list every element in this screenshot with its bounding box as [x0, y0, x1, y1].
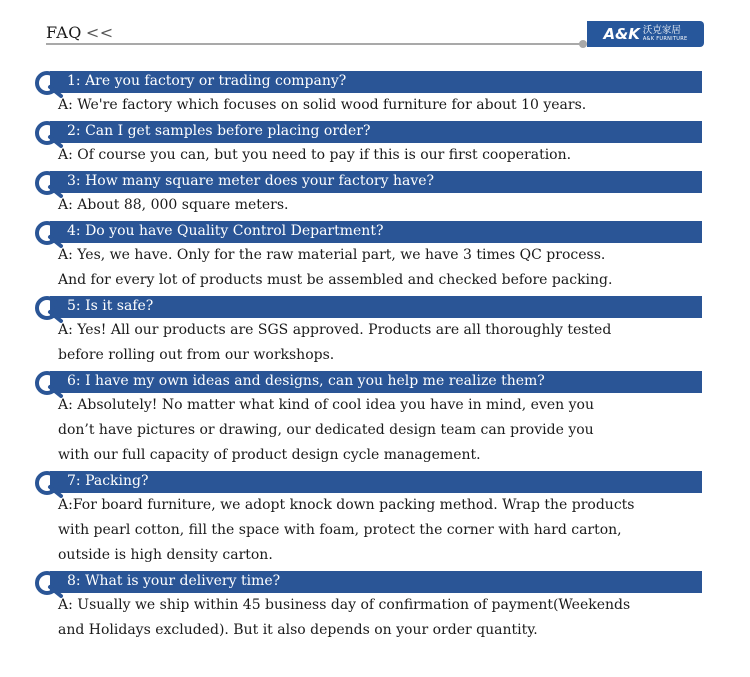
faq-question: [34, 221, 702, 243]
q-letter-icon: [34, 119, 64, 149]
question-text: 6: I have my own ideas and designs, can you help me realize them?: [67, 373, 545, 389]
answer-line: don’t have pictures or drawing, our dedicated design team can provide you: [58, 422, 594, 438]
answer-line: with our full capacity of product design cycle management.: [58, 447, 481, 463]
q-letter-icon: [34, 69, 64, 99]
page-title: [46, 23, 114, 42]
answer-line: A: About 88, 000 square meters.: [58, 197, 289, 213]
answer-line: and Holidays excluded). But it also depends on your order quantity.: [58, 622, 538, 638]
answer-line: And for every lot of products must be assembled and checked before packing.: [58, 272, 613, 288]
q-letter-icon: [34, 469, 64, 499]
faq-answer: [34, 493, 702, 568]
answer-line: with pearl cotton, fill the space with foam, protect the corner with hard carton,: [58, 522, 622, 538]
question-text: 5: Is it safe?: [67, 298, 154, 314]
faq-question: [34, 171, 702, 193]
question-text: 7: Packing?: [67, 473, 149, 489]
faq-title-text: FAQ: [46, 23, 82, 42]
answer-line: outside is high density carton.: [58, 547, 273, 563]
question-text: 4: Do you have Quality Control Department?: [67, 223, 384, 239]
rule-end-dot: [579, 40, 587, 48]
faq-answer: [34, 318, 702, 368]
faq-header: [46, 21, 704, 51]
q-letter-icon: [34, 369, 64, 399]
double-chevron-left-icon: <<: [85, 23, 114, 42]
logo-brand: A&K: [603, 25, 640, 43]
faq-question: [34, 571, 702, 593]
faq-question: [34, 296, 702, 318]
answer-line: A: Yes! All our products are SGS approved. Products are all thoroughly tested: [58, 322, 612, 338]
logo-en: A&K FURNITURE: [642, 35, 688, 42]
faq-answer: [34, 193, 702, 218]
faq-question: [34, 71, 702, 93]
q-letter-icon: [34, 169, 64, 199]
q-letter-icon: [34, 294, 64, 324]
q-letter-icon: [34, 219, 64, 249]
answer-line: before rolling out from our workshops.: [58, 347, 335, 363]
faq-question: [34, 471, 702, 493]
faq-answer: [34, 243, 702, 293]
question-text: 1: Are you factory or trading company?: [67, 73, 347, 89]
header-rule: [46, 43, 581, 45]
logo-subtitle: [643, 26, 688, 42]
faq-answer: [34, 393, 702, 468]
answer-line: A: Usually we ship within 45 business day of confirmation of payment(Weekends: [58, 597, 631, 613]
logo-cn: 沃克家居: [642, 25, 681, 37]
faq-answer: [34, 593, 702, 643]
faq-answer: [34, 93, 702, 118]
answer-line: A: Yes, we have. Only for the raw material part, we have 3 times QC process.: [58, 247, 606, 263]
faq-list: [34, 71, 702, 646]
faq-question: [34, 371, 702, 393]
brand-logo: [587, 21, 704, 47]
q-letter-icon: [34, 569, 64, 599]
answer-line: A: Of course you can, but you need to pay if this is our first cooperation.: [58, 147, 572, 163]
question-text: 2: Can I get samples before placing order?: [67, 123, 371, 139]
answer-line: A:For board furniture, we adopt knock down packing method. Wrap the products: [58, 497, 635, 513]
question-text: 3: How many square meter does your factory have?: [67, 173, 435, 189]
faq-question: [34, 121, 702, 143]
answer-line: A: Absolutely! No matter what kind of cool idea you have in mind, even you: [58, 397, 594, 413]
question-text: 8: What is your delivery time?: [67, 573, 281, 589]
faq-answer: [34, 143, 702, 168]
answer-line: A: We're factory which focuses on solid wood furniture for about 10 years.: [58, 97, 587, 113]
